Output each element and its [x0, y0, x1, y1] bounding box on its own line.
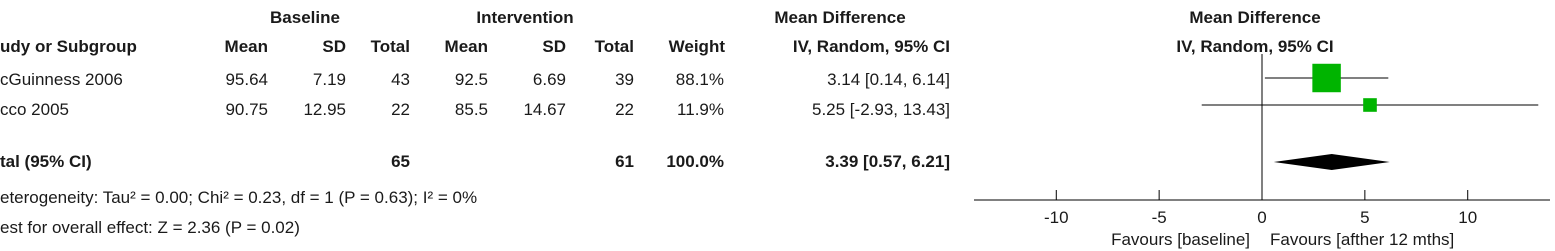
- x-tick-label: 5: [1360, 208, 1370, 227]
- x-tick-label: -10: [1043, 208, 1069, 227]
- mean1-column-header: Mean: [224, 37, 268, 56]
- total-label: tal (95% CI): [0, 152, 92, 171]
- study-name: cGuinness 2006: [0, 70, 123, 89]
- study-column-header: udy or Subgroup: [0, 37, 137, 56]
- mean2-column-header: Mean: [444, 37, 488, 56]
- intervention-total-sum: 61: [615, 152, 634, 171]
- heterogeneity-text: eterogeneity: Tau² = 0.00; Chi² = 0.23, df = 1 (P = 0.63); I² = 0%: [0, 188, 478, 207]
- study-marker: [1312, 64, 1340, 92]
- study-weight: 88.1%: [675, 70, 724, 89]
- x-tick-label: -5: [1151, 208, 1167, 227]
- baseline-sd: 7.19: [312, 70, 346, 89]
- intervention-mean: 92.5: [454, 70, 488, 89]
- baseline-total-sum: 65: [391, 152, 410, 171]
- baseline-mean: 90.75: [225, 100, 268, 119]
- intervention-total: 22: [615, 100, 634, 119]
- baseline-mean: 95.64: [225, 70, 268, 89]
- x-tick-label: 0: [1257, 208, 1267, 227]
- baseline-group-header: Baseline: [270, 8, 340, 27]
- baseline-total: 43: [391, 70, 410, 89]
- sd1-column-header: SD: [322, 37, 346, 56]
- baseline-sd: 12.95: [303, 100, 346, 119]
- intervention-sd: 14.67: [523, 100, 566, 119]
- study-ci: 3.14 [0.14, 6.14]: [827, 70, 950, 89]
- total-weight: 100.0%: [666, 152, 724, 171]
- plot-header: Mean Difference: [1189, 8, 1321, 27]
- effect-group-header: Mean Difference: [774, 8, 906, 27]
- intervention-mean: 85.5: [454, 100, 488, 119]
- total-ci: 3.39 [0.57, 6.21]: [825, 152, 950, 171]
- plot-subheader: IV, Random, 95% CI: [1176, 37, 1334, 56]
- intervention-group-header: Intervention: [476, 8, 574, 27]
- favours-left-label: Favours [baseline]: [1111, 230, 1250, 249]
- sd2-column-header: SD: [542, 37, 566, 56]
- favours-right-label: Favours [afther 12 mths]: [1270, 230, 1455, 249]
- intervention-total: 39: [615, 70, 634, 89]
- ci-column-header: IV, Random, 95% CI: [792, 37, 950, 56]
- weight-column-header: Weight: [668, 37, 725, 56]
- intervention-sd: 6.69: [532, 70, 566, 89]
- overall-effect-text: est for overall effect: Z = 2.36 (P = 0.02): [0, 218, 300, 237]
- baseline-total: 22: [391, 100, 410, 119]
- study-marker: [1363, 98, 1377, 112]
- total1-column-header: Total: [370, 37, 410, 56]
- total2-column-header: Total: [594, 37, 634, 56]
- pooled-diamond: [1274, 154, 1390, 170]
- study-name: cco 2005: [0, 100, 69, 119]
- study-weight: 11.9%: [677, 100, 724, 119]
- study-ci: 5.25 [-2.93, 13.43]: [812, 100, 950, 119]
- x-tick-label: 10: [1458, 208, 1478, 227]
